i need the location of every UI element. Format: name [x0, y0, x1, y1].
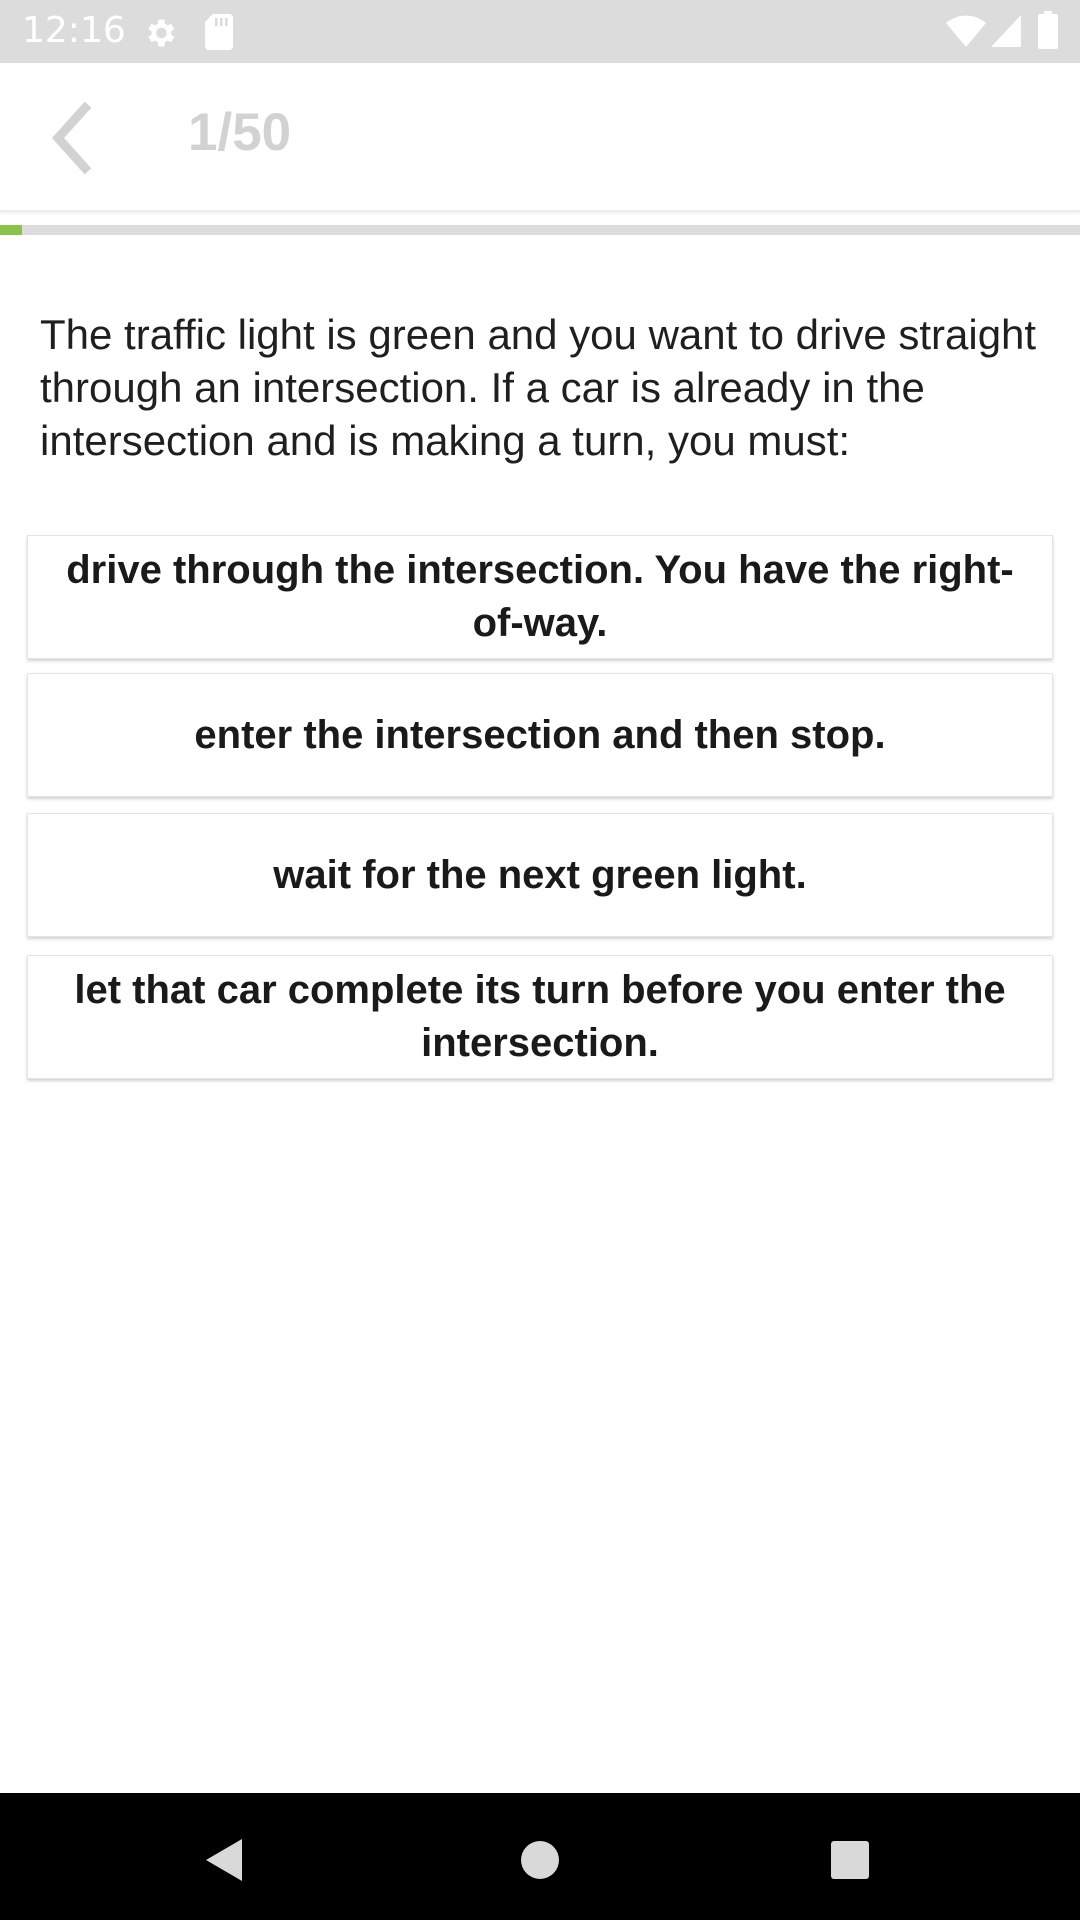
- home-circle-icon[interactable]: [495, 1815, 585, 1905]
- answer-text: wait for the next green light.: [273, 852, 807, 897]
- answer-option-3[interactable]: [27, 813, 1053, 937]
- recents-square-icon[interactable]: [805, 1815, 895, 1905]
- answer-option-2[interactable]: [27, 673, 1053, 797]
- question-text: The traffic light is green and you want to drive straight through an intersection. If a car is already in the intersection and is making a turn, you must:: [40, 311, 1037, 464]
- settings-icon: [142, 15, 178, 51]
- wifi-icon: [945, 14, 987, 48]
- answer-text: drive through the intersection. You have the right-of-way.: [66, 548, 1014, 645]
- answer-text: enter the intersection and then stop.: [194, 712, 886, 757]
- status-bar: [0, 0, 1080, 63]
- sd-card-icon: [205, 14, 233, 50]
- progress-bar: [0, 225, 1080, 235]
- chevron-left-icon[interactable]: [40, 98, 110, 178]
- question-counter: 1/50: [188, 103, 292, 162]
- system-nav-bar: [0, 1793, 1080, 1920]
- answer-text: let that car complete its turn before you enter the intersection.: [74, 968, 1006, 1065]
- progress-fill: [0, 225, 22, 235]
- back-triangle-icon[interactable]: [180, 1815, 270, 1905]
- signal-icon: [990, 14, 1022, 48]
- answer-option-4[interactable]: [27, 955, 1053, 1079]
- answer-option-1[interactable]: [27, 535, 1053, 659]
- battery-icon: [1038, 11, 1058, 49]
- status-time: 12:16: [22, 10, 126, 51]
- app-bar: [0, 63, 1080, 212]
